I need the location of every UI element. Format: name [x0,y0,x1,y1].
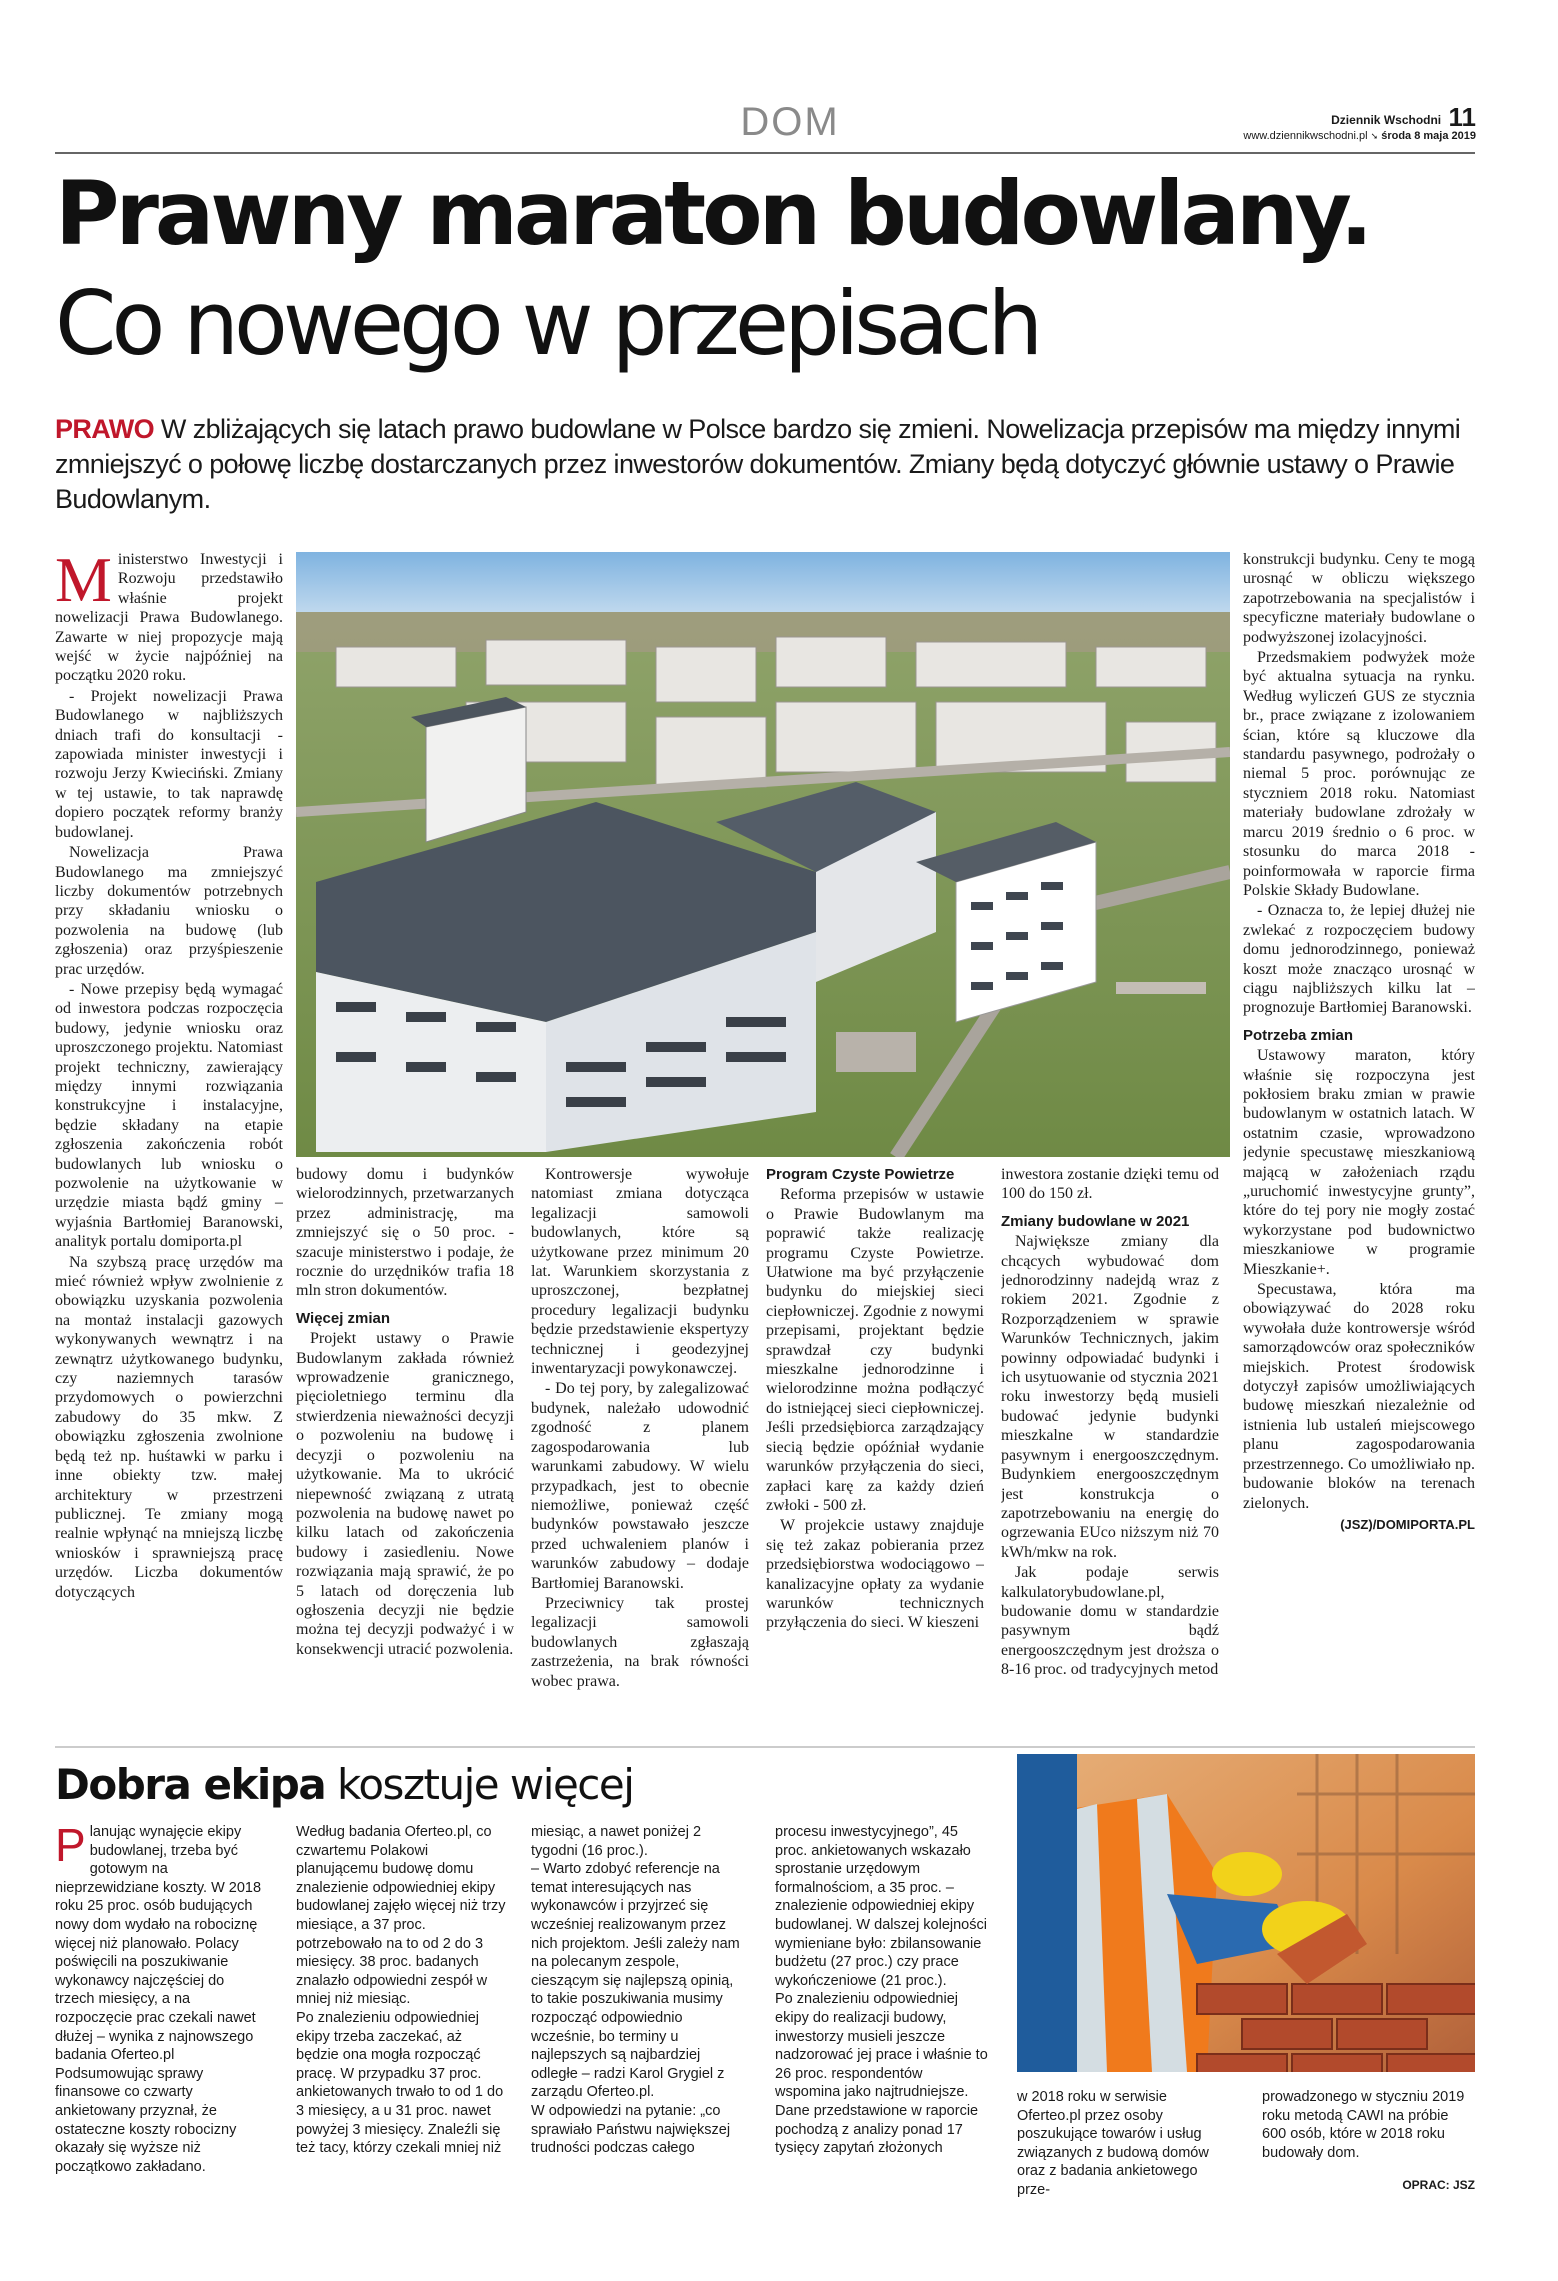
drop-cap: P [55,1823,86,1871]
headline-bold: Dobra ekipa [55,1760,326,1809]
subheading: Program Czyste Powietrze [766,1166,955,1183]
paper-name: Dziennik Wschodni [1331,113,1442,127]
article-column-2 [296,1165,514,1730]
kicker: PRAWO [55,414,155,444]
paragraph: Kontrowersje wywołuje natomiast zmiana dotycząca legalizacji samowoli budowlanych, które są użytkowane przez minimum 20 lat. Warunkiem skorzystania z uproszczonej, bezpłatnej procedury legalizacji budynku będzie przedstawienie ekspertyzy technicznej i geodezyjnej inwentaryzacji powykonawczej. [531,1166,749,1378]
paragraph: prowadzonego w styczniu 2019 roku metodą CAWI na próbie 600 osób, które w 2018 roku budowały dom. [1262,2089,1465,2161]
article2-column-6 [1262,2088,1475,2228]
paragraph: miesiąc, a nawet poniżej 2 tygodni (16 proc.). [531,1824,702,1859]
article-column-5 [1001,1165,1219,1730]
article-column-1 [55,550,283,1730]
article2-column-4 [775,1823,990,2223]
signature: OPRAC: JSZ [1402,2178,1475,2193]
article-column-6 [1243,550,1475,1730]
headline-rest: kosztuje więcej [325,1760,634,1809]
subheading: Zmiany budowlane w 2021 [1001,1212,1190,1230]
subheading: Potrzeba zmian [1243,1026,1354,1044]
lead-paragraph [55,412,1475,517]
page-dateline [1243,130,1476,142]
article2-column-2 [296,1823,506,2223]
paragraph: Specustawa, która ma obowiązywać do 2028 roku wywołała duże kontrowersje wśród samorządowców oraz społeczników miejskich. Protest środowisk dotyczył zapisów umożliwiających budowę mieszkań niezależnie od istnienia lub ustaleń miejscowego planu zagospodarowania przestrzennego. Co umożliwiało np. budowanie bloków na terenach zielonych. [1243,1281,1475,1512]
paragraph: konstrukcji budynku. Ceny te mogą urosnąć w obliczu większego zapotrzebowania na specjalistów i specyficzne materiały budowlane o podwyższonej izolacyjności. [1243,551,1475,646]
paragraph: Reforma przepisów w ustawie o Prawie Budowlanym ma poprawić także realizację programu Czyste Powietrze. Ułatwione ma być przyłączenie budynku do miejskiej sieci ciepłowniczej. Zgodnie z nowymi przepisami, projektant będzie sprawdzał czy budynki mieszkalne jednorodzinne i wielorodzinne można podłączyć do istniejącej sieci ciepłowniczej. Jeśli przedsiębiorca zarządzający siecią będzie opóźniał wydanie warunków przyłączenia do sieci, zapłaci karę za każdy dzień zwłoki - 500 zł. [766,1186,984,1514]
paragraph: - Nowe przepisy będą wymagać od inwestora podczas rozpoczęcia budowy, jedynie wniosku oraz uproszczonego projektu. Natomiast projekt techniczny, zawierający między innymi rozwiązania konstrukcyjne i instalacyjne, będzie składany na etapie zgłoszenia zakończenia robót budowlanych lub wniosku o pozwolenie na użytkowanie w urzędzie miasta bądź gminy – wyjaśnia Bartłomiej Baranowski, analityk portalu domiporta.pl [55,980,283,1251]
article-column-3 [531,1165,749,1730]
lead-text: W zbliżających się latach prawo budowlane w Polsce bardzo się zmieni. Nowelizacja przepisów ma między innymi zmniejszyć o połowę liczbę dostarczanych przez inwestorów dokumentów. Zmiany będą dotyczyć głównie ustawy o Prawie Budowlanym. [55,414,1461,514]
paragraph: lanując wynajęcie ekipy budowlanej, trzeba być gotowym na nieprzewidziane koszty. W 2018 roku 25 proc. osób budujących nowy dom wydało na robociznę więcej niż planowało. Polacy poświęcili na poszukiwanie wykonawcy najczęściej do trzech miesięcy, a na rozpoczęcie prac czekali nawet dłużej – wynika z najnowszego badania Oferteo.pl [55,1824,262,2064]
subheading: Więcej zmian [296,1309,391,1327]
headline-line2: Co nowego w przepisach [55,272,1039,375]
issue-date: środa 8 maja 2019 [1381,130,1476,142]
paragraph: procesu inwestycyjnego”, 45 proc. ankietowanych wskazało sprostanie urzędowym formalnościom, a 35 proc. – znalezienie odpowiedniej ekipy budowlanej. W dalszej kolejności wymieniane było: zbilansowanie budżetu (27 proc.) czy prace wykończeniowe (21 proc.). [775,1824,987,1989]
paragraph: Nowelizacja Prawa Budowlanego ma zmniejszyć liczby dokumentów potrzebnych przy składaniu wniosku o pozwolenia na budowę (lub zgłoszenia) oraz przyśpieszenie prac urzędów. [55,844,283,978]
article2-column-1 [55,1823,265,2223]
paragraph: Po znalezieniu odpowiedniej ekipy do realizacji budowy, inwestorzy musieli jeszcze nadzorować jej prace i właśnie to 26 proc. respondentów wspomina jako najtrudniejsze. Dane przedstawione w raporcie pochodzą z analizy ponad 17 tysięcy zapytań złożonych [775,1991,988,2157]
paragraph: - Oznacza to, że lepiej dłużej nie zwlekać z rozpoczęciem budowy domu jednorodzinnego, ponieważ koszt może znacząco urosnąć w ciągu najbliższych kilku lat – prognozuje Bartłomiej Baranowski. [1243,902,1475,1017]
building-aerial-photo [296,552,1230,1157]
page-number: 11 [1448,102,1476,132]
paragraph: Jak podaje serwis kalkulatorybudowlane.pl, budowanie domu w standardzie pasywnym bądź energooszczędnym jest droższa o 8-16 proc. od tradycyjnych metod [1001,1564,1219,1679]
headline-article2 [55,1760,633,1809]
section-label: DOM [740,100,840,144]
paragraph: W projekcie ustawy znajduje się też zakaz pobierania przez przedsiębiorstwa wodociągowo – kanalizacyjne opłaty za wydanie warunków technicznych przyłączenia do sieci. W kieszeni [766,1517,984,1632]
paragraph: Według badania Oferteo.pl, co czwartemu Polakowi planującemu budowę domu znalezienie odpowiedniej ekipy budowlanej zajęło więcej niż trzy miesiące, a 37 proc. potrzebowało na to od 2 do 3 miesięcy. 38 proc. badanych znalazło odpowiedni zespół w mniej niż miesiąc. [296,1824,506,2008]
drop-cap: M [55,550,112,615]
website-url: www.dziennikwschodni.pl [1243,130,1368,142]
paragraph: budowy domu i budynków wielorodzinnych, przetwarzanych przez administrację, ma zmniejszyć się o 50 proc. - szacuje ministerstwo i podaje, że rocznie do urzędników trafia 18 mln stron dokumentów. [296,1166,514,1300]
article2-column-3 [531,1823,741,2223]
page-masthead [1331,102,1476,133]
paragraph: Po znalezieniu odpowiedniej ekipy trzeba zaczekać, aż będzie ona mogła rozpocząć pracę. W przypadku 37 proc. ankietowanych trwało to od 1 do 3 miesięcy, a u 31 proc. nawet powyżej 3 miesięcy. Znaleźli się też tacy, którzy czekali mniej niż [296,2009,504,2157]
paragraph: Największe zmiany dla chcących wybudować dom jednorodzinny nadejdą wraz z rokiem 2021. Zgodnie z Rozporządzeniem w sprawie Warunków Technicznych, jakim powinny odpowiadać budynki i ich usytuowanie od stycznia 2021 roku inwestorzy będą musieli budować jedynie budynki mieszkalne w standardzie pasywnym i energooszczędnym. Budynkiem energooszczędnym jest konstrukcja o zapotrzebowaniu na energię do ogrzewania EUco niższym niż 70 kWh/mkw na rok. [1001,1233,1219,1561]
paragraph: Projekt ustawy o Prawie Budowlanym zakłada również wprowadzenie granicznego, pięcioletniego terminu dla stwierdzenia nieważności decyzji o pozwoleniu na budowę i decyzji o pozwoleniu na użytkowanie. Ma to ukrócić niepewność związaną z utratą pozwolenia na budowę nawet po kilku latach od zakończenia budowy i zasiedleniu. Nowe rozwiązania mają sprawić, że po 5 latach od doręczenia lub ogłoszenia decyzji nie będzie można tej decyzji podważyć i w konsekwencji utracić pozwolenia. [296,1330,514,1658]
arrow-icon: ➘ [1370,131,1379,141]
paragraph: Ustawowy maraton, który właśnie się rozpoczyna jest pokłosiem braku zmian w prawie budowlanym w ostatnich latach. W ostatnim czasie, wprowadzono jedynie specustawę mieszkaniową mającą w założeniach rządu „uruchomić inwestycyjne grunty”, które do tej pory nie mogły zostać wykorzystane pod budownictwo mieszkaniowe w programie Mieszkanie+. [1243,1047,1475,1278]
headline-line1: Prawny maraton budowlany. [55,162,1370,265]
paragraph: inisterstwo Inwestycji i Rozwoju przedstawiło właśnie projekt nowelizacji Prawa Budowlanego. Zawarte w niej propozycje mają wejść w życie najpóźniej na początku 2020 roku. [55,551,283,685]
paragraph: inwestora zostanie dzięki temu od 100 do 150 zł. [1001,1166,1219,1203]
signature: (JSZ)/DOMIPORTA.PL [1340,1516,1475,1532]
header-rule [55,152,1475,154]
paragraph: Na szybszą pracę urzędów ma mieć również wpływ zwolnienie z obowiązku uzyskania pozwolenia na montaż instalacji gazowych wykonywanych wewnątrz i na zewnątrz użytkowanego budynku, czy naziemnych tarasów przydomowych o powierzchni zabudowy do 35 mkw. Z obowiązku zgłoszenia zwolnione będą też np. huśtawki w parku i inne obiekty tzw. małej architektury w przestrzeni publicznej. Te zmiany mogą realnie wpłynąć na mniejszą liczbę wniosków i sprawniejszą pracę urzędów. Liczba dokumentów dotyczących [55,1253,283,1601]
paragraph: - Projekt nowelizacji Prawa Budowlanego w najbliższych dniach trafi do konsultacji - zapowiada minister inwestycji i rozwoju Jerzy Kwieciński. Zmiany w tej ustawie, to tak naprawdę dopiero początek reformy branży budowlanej. [55,687,283,841]
paragraph: – Warto zdobyć referencje na temat interesujących nas wykonawców i przyjrzeć się wcześniej realizowanym przez nich projektom. Jeśli zależy nam na polecanym zespole, cieszącym się najlepszą opinią, to takie poszukiwania musimy rozpocząć odpowiednio wcześnie, bo terminy u najlepszych są najbardziej odległe – radzi Karol Grygiel z zarządu Oferteo.pl. [531,1861,740,2101]
paragraph: w 2018 roku w serwisie Oferteo.pl przez osoby poszukujące towarów i usług związanych z budową domów oraz z badania ankietowego prze- [1017,2089,1209,2198]
construction-worker-photo [1017,1754,1475,2072]
paragraph: Przedsmakiem podwyżek może być aktualna sytuacja na rynku. Według wyliczeń GUS ze stycznia br., prace związane z izolowaniem ścian, które są kluczowe dla standardu pasywnego, podrożały o niemal 5 proc. porównując ze styczniem 2018 roku. Natomiast materiały budowlane zdrożały w marcu 2019 średnio o 6 proc. w stosunku do marca 2018 - poinformowała w raporcie firma Polskie Składy Budowlane. [1243,649,1475,899]
paragraph: - Do tej pory, by zalegalizować budynek, należało udowodnić zgodność z planem zagospodarowania lub warunkami zabudowy. W wielu przypadkach, jest to obecnie niemożliwe, ponieważ część budynków powstawało jeszcze przed uchwaleniem planów i warunków zabudowy – dodaje Bartłomiej Baranowski. [531,1380,749,1592]
paragraph: W odpowiedzi na pytanie: „co sprawiało Państwu największej trudności podczas całego [531,2102,731,2157]
article-column-4 [766,1165,984,1730]
article2-column-5 [1017,2088,1232,2228]
paragraph: Przeciwnicy tak prostej legalizacji samowoli budowlanych zgłaszają zastrzeżenia, na brak równości wobec prawa. [531,1594,749,1690]
paragraph: Podsumowując sprawy finansowe co czwarty ankietowany przyznał, że ostateczne koszty robocizny okazały się wyższe niż początkowo zakładano. [55,2065,237,2175]
section-divider [55,1746,1475,1748]
